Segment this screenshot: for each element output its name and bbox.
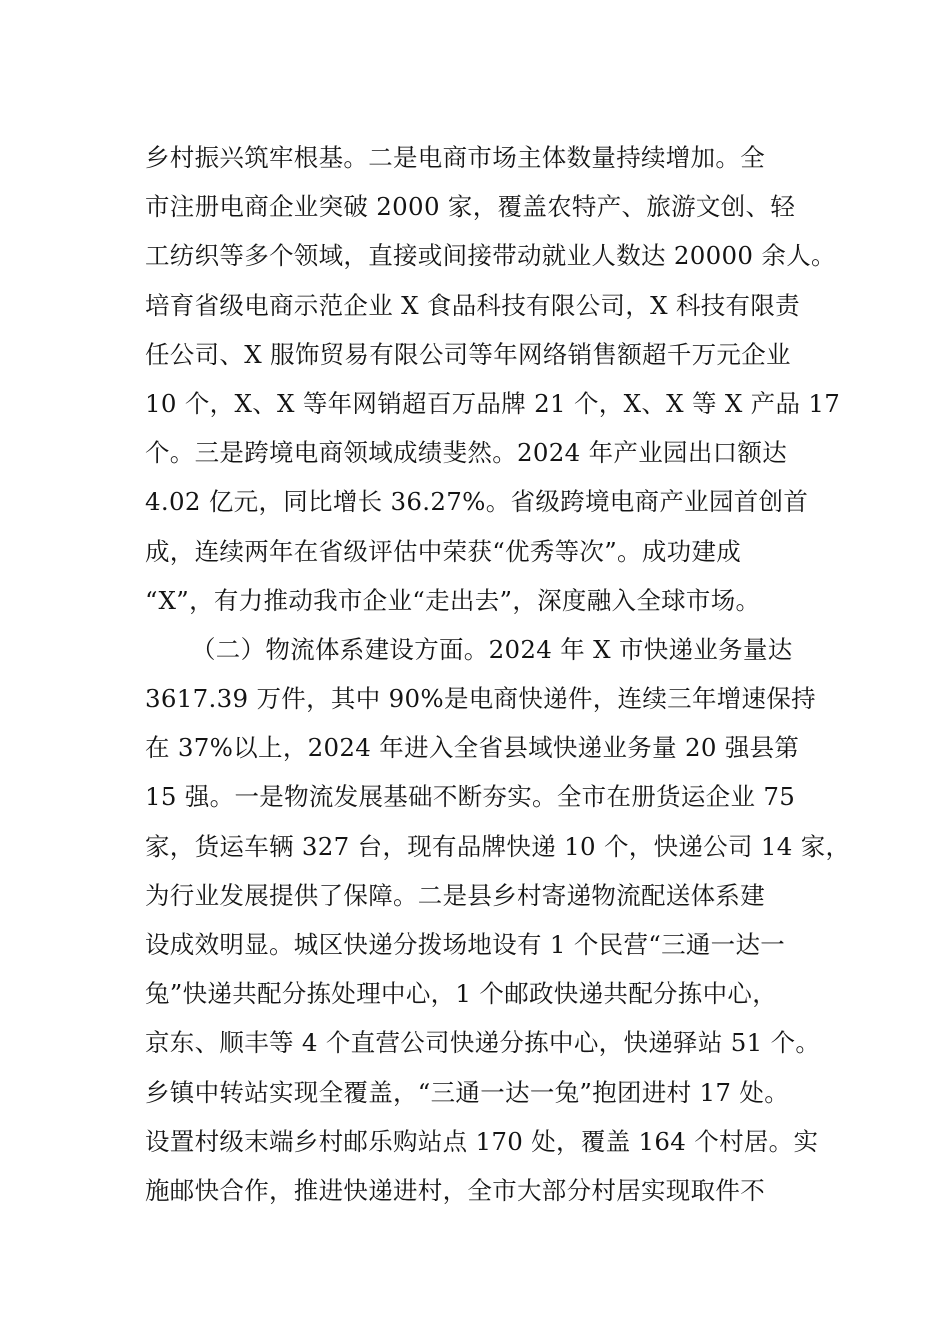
text-line: 乡镇中转站实现全覆盖，“三通一达一兔”抱团进村 17 处。 bbox=[145, 1077, 789, 1107]
text-line: 工纺织等多个领域，直接或间接带动就业人数达 20000 余人。 bbox=[145, 241, 836, 271]
text-line: 10 个，X、X 等年网销超百万品牌 21 个，X、X 等 X 产品 17 bbox=[145, 388, 841, 418]
text-line: 设置村级末端乡村邮乐购站点 170 处，覆盖 164 个村居。实 bbox=[145, 1126, 819, 1156]
text-line: 任公司、X 服饰贸易有限公司等年网络销售额超千万元企业 bbox=[145, 339, 791, 369]
text-line: 设成效明显。城区快递分拨场地设有 1 个民营“三通一达一 bbox=[145, 930, 786, 959]
text-line: 15 强。一是物流发展基础不断夯实。全市在册货运企业 75 bbox=[145, 782, 796, 812]
text-line: 家，货运车辆 327 台，现有品牌快递 10 个，快递公司 14 家， bbox=[145, 831, 851, 861]
text-line: 市注册电商企业突破 2000 家，覆盖农特产、旅游文创、轻 bbox=[145, 192, 796, 222]
text-line: 乡村振兴筑牢根基。二是电商市场主体数量持续增加。全 bbox=[145, 143, 765, 172]
text-line: 京东、顺丰等 4 个直营公司快递分拣中心，快递驿站 51 个。 bbox=[145, 1028, 821, 1058]
text-line: 4.02 亿元，同比增长 36.27%。省级跨境电商产业园首创首 bbox=[145, 487, 809, 517]
text-line: 培育省级电商示范企业 X 食品科技有限公司，X 科技有限责 bbox=[145, 290, 800, 320]
text-line: 在 37%以上，2024 年进入全省县域快递业务量 20 强县第 bbox=[145, 733, 800, 763]
text-line: 成，连续两年在省级评估中荣获“优秀等次”。成功建成 bbox=[145, 536, 742, 566]
text-line: 个。三是跨境电商领域成绩斐然。2024 年产业园出口额达 bbox=[145, 438, 788, 468]
text-line: 为行业发展提供了保障。二是县乡村寄递物流配送体系建 bbox=[145, 880, 765, 910]
text-line: 兔”快递共配分拣处理中心，1 个邮政快递共配分拣中心， bbox=[145, 979, 777, 1009]
section-heading-line: （二）物流体系建设方面。2024 年 X 市快递业务量达 bbox=[191, 634, 793, 664]
text-line: 3617.39 万件，其中 90%是电商快递件，连续三年增速保持 bbox=[145, 684, 816, 714]
text-line: “X”，有力推动我市企业“走出去”，深度融入全球市场。 bbox=[145, 585, 761, 615]
body-text bbox=[145, 133, 851, 1215]
text-line: 施邮快合作，推进快递进村，全市大部分村居实现取件不 bbox=[145, 1175, 765, 1205]
